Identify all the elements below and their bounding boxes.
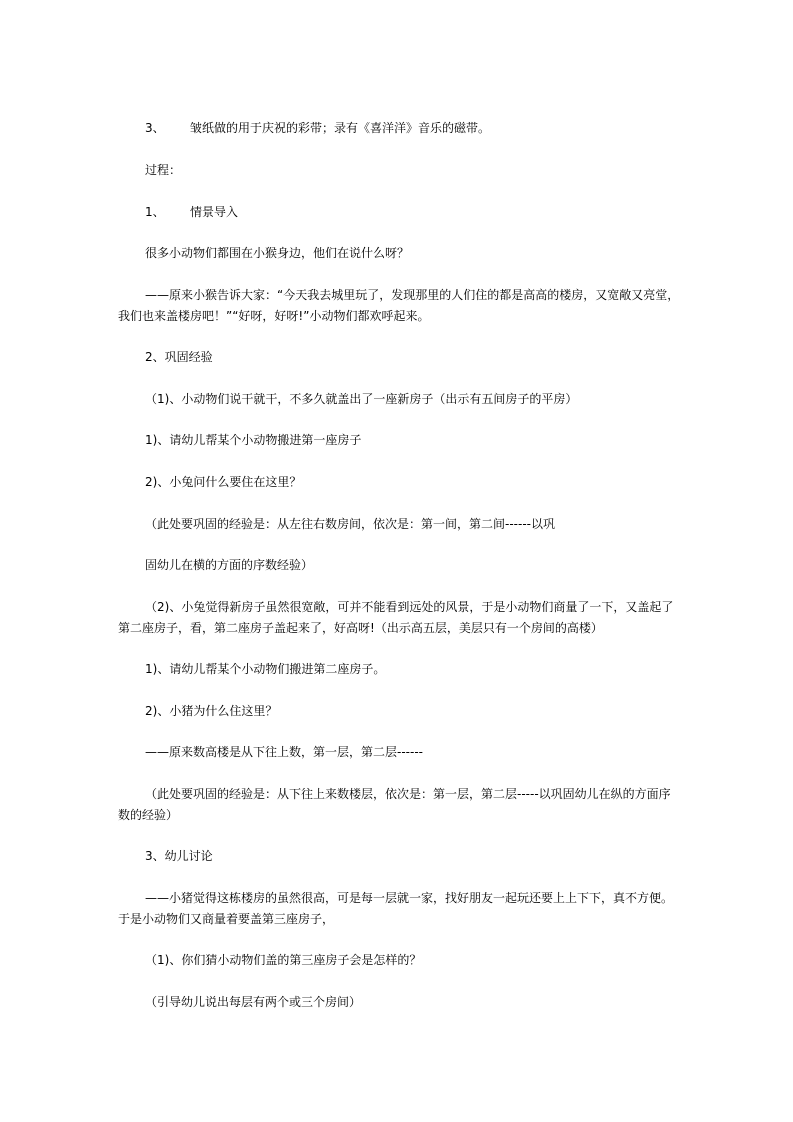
step-3-1: （1)、你们猜小动物们盖的第三座房子会是怎样的？ bbox=[145, 953, 422, 967]
step-2-1: （1)、小动物们说干就干，不多久就盖出了一座新房子（出示有五间房子的平房） bbox=[145, 392, 578, 406]
step-2-2-line-1: （2)、小兔觉得新房子虽然很宽敞，可并不能看到远处的风景，于是小动物们商量了一下，又盖起了 bbox=[145, 600, 674, 614]
step-2-2-a: 1)、请幼儿帮某个小动物们搬进第二座房子。 bbox=[145, 662, 386, 676]
step-title: 情景导入 bbox=[190, 205, 239, 219]
step-number: 1、 bbox=[145, 205, 165, 219]
paragraph-story-line-1: ——原来小猴告诉大家：“今天我去城里玩了，发现那里的人们住的都是高高的楼房，又宽敞又亮堂， bbox=[145, 288, 680, 302]
item-number: 3、 bbox=[145, 121, 165, 135]
step-2-1-note-line-2: 固幼儿在横的方面的序数经验） bbox=[145, 558, 314, 572]
step-3-1-note: （引导幼儿说出每层有两个或三个房间） bbox=[145, 995, 362, 1009]
step-2-1-a: 1)、请幼儿帮某个小动物搬进第一座房子 bbox=[145, 433, 362, 447]
step-2-2-c: ——原来数高楼是从下往上数，第一层，第二层------ bbox=[145, 745, 423, 759]
step-3-heading: 3、幼儿讨论 bbox=[145, 849, 213, 863]
step-2-2-b: 2)、小猪为什么住这里？ bbox=[145, 704, 278, 718]
item-text: 皱纸做的用于庆祝的彩带；录有《喜洋洋》音乐的磁带。 bbox=[190, 121, 491, 135]
step-2-2-note-line-1: （此处要巩固的经验是：从下往上来数楼层，依次是：第一层，第二层-----以巩固幼儿在纵的方面序 bbox=[145, 787, 671, 801]
step-2-1-b: 2)、小兔问什么要住在这里？ bbox=[145, 475, 302, 489]
material-item-3 bbox=[145, 120, 490, 136]
step-3-line-1: ——小猪觉得这栋楼房的虽然很高，可是每一层就一家，找好朋友一起玩还要上上下下，真不方便。 bbox=[145, 891, 674, 905]
step-2-heading: 2、巩固经验 bbox=[145, 350, 213, 364]
process-heading: 过程： bbox=[145, 163, 182, 177]
step-3-line-2: 于是小动物们又商量着要盖第三座房子， bbox=[118, 912, 335, 926]
step-2-2-line-2: 第二座房子，看，第二座房子盖起来了，好高呀!（出示高五层，美层只有一个房间的高楼） bbox=[118, 621, 603, 635]
step-1-heading bbox=[145, 204, 238, 220]
paragraph-story-line-2: 我们也来盖楼房吧！”“好呀，好呀!”小动物们都欢呼起来。 bbox=[118, 309, 430, 323]
paragraph-question: 很多小动物们都围在小猴身边，他们在说什么呀？ bbox=[145, 246, 410, 260]
step-2-1-note-line-1: （此处要巩固的经验是：从左往右数房间，依次是：第一间，第二间------以巩 bbox=[145, 517, 555, 531]
step-2-2-note-line-2: 数的经验） bbox=[118, 808, 179, 822]
